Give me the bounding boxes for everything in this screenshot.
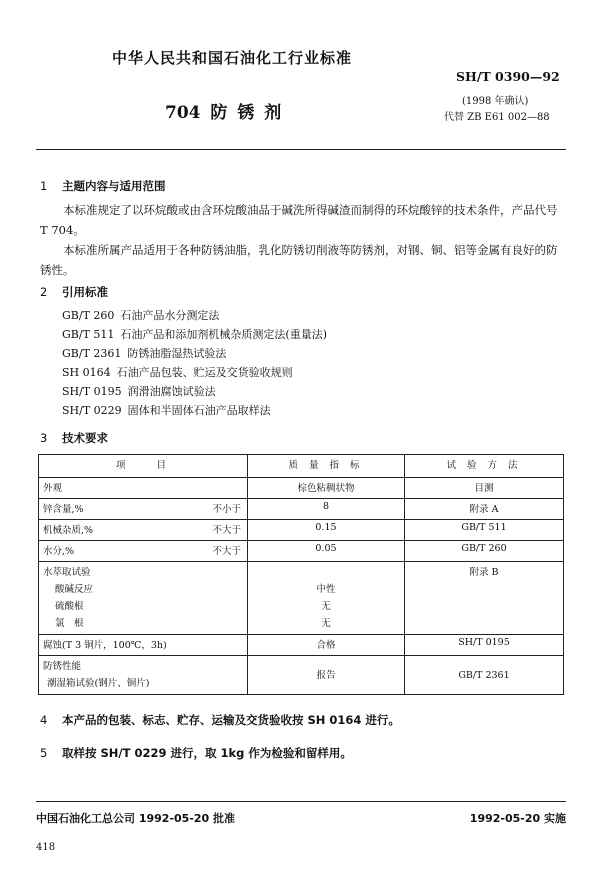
confirm-note: (1998 年确认) [462,96,529,107]
row-value: 0.05 [248,541,405,562]
table-row-rust-prevention [39,656,564,695]
row-item: 锌含量,% 不小于 [39,499,248,520]
footer-divider [36,801,566,802]
header-divider [36,149,566,150]
section-2-heading: 2 引用标准 [40,285,108,299]
row-item: 腐蚀(T 3 铜片，100℃，3h) [39,635,248,656]
row-method: GB/T 2361 [405,656,564,695]
header-item: 项 目 [39,455,248,478]
header-test-method: 试 验 方 法 [405,455,564,478]
page-number: 418 [36,842,56,853]
technical-requirements-table [38,454,564,695]
row-value: 8 [248,499,405,520]
section-4: 4 本产品的包装、标志、贮存、运输及交货验收按 SH 0164 进行。 [40,713,400,727]
row-value: 0.15 [248,520,405,541]
standard-type-heading: 中华人民共和国石油化工行业标准 [112,49,353,67]
row-item: 水分,% 不大于 [39,541,248,562]
row-method: GB/T 260 [405,541,564,562]
table-header-row [39,455,564,478]
row-item: 外观 [39,478,248,499]
standard-code: SH/T 0390—92 [456,69,560,84]
row-value: 合格 [248,635,405,656]
row-value: 棕色粘稠状物 [248,478,405,499]
reference-item: SH/T 0229 固体和半固体石油产品取样法 [62,404,271,417]
approval-note: 中国石油化工总公司 1992-05-20 批准 [36,812,236,825]
reference-item: SH/T 0195 润滑油腐蚀试验法 [62,385,216,398]
reference-item: SH 0164 石油产品包装、贮运及交货验收规则 [62,366,293,379]
table-row [39,541,564,562]
table-row-corrosion [39,635,564,656]
document-title: 704 防 锈 剂 [165,103,282,123]
section-1-paragraph-1: 本标准规定了以环烷酸或由含环烷酸油品于碱洗所得碱渣而制得的环烷酸锌的技术条件，产品代号 T 704。 [40,203,558,237]
table-row [39,499,564,520]
reference-item: GB/T 511 石油产品和添加剂机械杂质测定法(重量法) [62,328,327,341]
table-row [39,478,564,499]
reference-item: GB/T 2361 防锈油脂湿热试验法 [62,347,227,360]
row-item: 水萃取试验 酸碱反应 硫酸根 氯 根 [39,562,248,635]
header-quality-index: 质 量 指 标 [248,455,405,478]
row-item: 防锈性能 潮湿箱试验(钢片、铜片) [39,656,248,695]
replace-note: 代替 ZB E61 002—88 [444,112,550,123]
table-row [39,520,564,541]
row-item: 机械杂质,% 不大于 [39,520,248,541]
reference-list [62,306,327,420]
section-3-heading: 3 技术要求 [40,431,108,445]
implementation-note: 1992-05-20 实施 [469,812,566,825]
reference-item: GB/T 260 石油产品水分测定法 [62,309,220,322]
row-value: 中性 无 无 [248,562,405,635]
row-value: 报告 [248,656,405,695]
row-method: GB/T 511 [405,520,564,541]
section-5: 5 取样按 SH/T 0229 进行，取 1kg 作为检验和留样用。 [40,746,352,760]
row-method: SH/T 0195 [405,635,564,656]
row-method: 附录 A [405,499,564,520]
section-1-paragraph-2: 本标准所属产品适用于各种防锈油脂，乳化防锈切削液等防锈剂，对钢、铜、铝等金属有良好的防锈性。 [40,243,558,277]
section-1-heading: 1 主题内容与适用范围 [40,179,166,193]
table-row-water-extract [39,562,564,635]
row-method: 附录 B [405,562,564,635]
row-method: 目测 [405,478,564,499]
